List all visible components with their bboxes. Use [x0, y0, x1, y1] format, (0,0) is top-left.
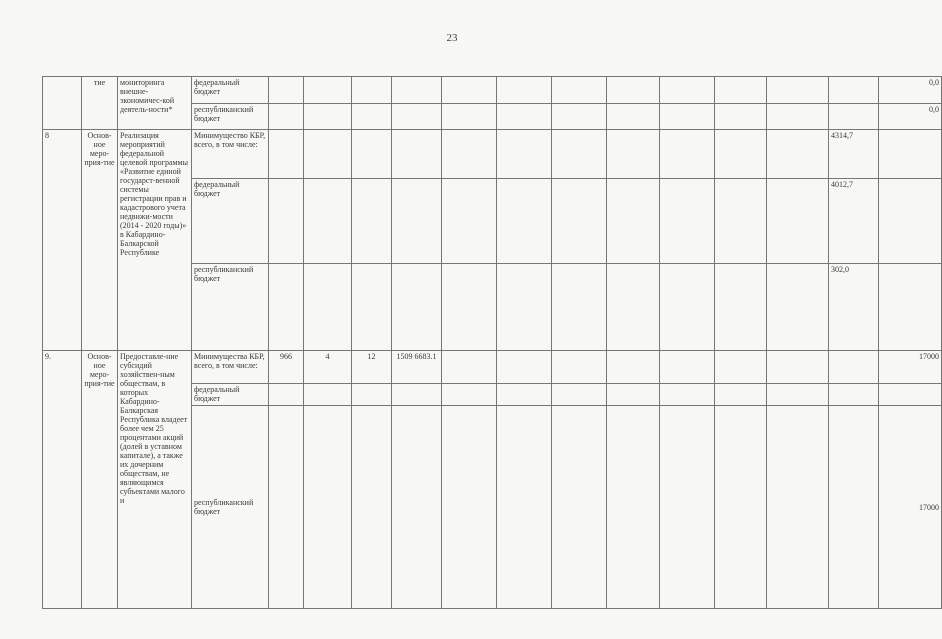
- table-row: [43, 130, 942, 179]
- row9-type: Основ-ное меро-прия-тие: [82, 351, 118, 609]
- row8-number: 8: [43, 130, 82, 351]
- row8-type: Основ-ное меро-прия-тие: [82, 130, 118, 351]
- row9-pr: 12: [352, 351, 392, 384]
- row7-name: мониторинга внешне-экономичес-кой деятель-ности*: [118, 77, 192, 130]
- row9-total-value: 17000: [879, 351, 942, 384]
- row9-name: Предоставле-ние субсидий хозяйствен-ным обществам, в которых Кабардино-Балкарская Республика владеет более чем 25 процентами акций (долей в уставном капитале), а также их дочерним обществам, не являющимся субъектами малого и: [118, 351, 192, 609]
- row9-csr: 1509 6683.1: [392, 351, 442, 384]
- row7-republic-value: 0,0: [879, 104, 942, 130]
- row7-federal-value: 0,0: [879, 77, 942, 104]
- row8-republic-value: 302,0: [829, 264, 879, 351]
- row9-rz: 4: [304, 351, 352, 384]
- row9-source-federal: федеральный бюджет: [192, 384, 269, 406]
- row8-total-value: 4314,7: [829, 130, 879, 179]
- row9-number: 9.: [43, 351, 82, 609]
- row9-source-total: Минимущества КБР, всего, в том числе:: [192, 351, 269, 384]
- row8-name: Реализация мероприятий федеральной целевой программы «Развитие единой государст-венной системы регистрации прав и кадастрового учета недвижи-мости (2014 - 2020 годы)» в Кабардино-Балкарской Республике: [118, 130, 192, 351]
- row7-type: тие: [82, 77, 118, 130]
- row9-grbs: 966: [269, 351, 304, 384]
- row9-source-republic: республиканский бюджет: [192, 406, 269, 609]
- row7-number: [43, 77, 82, 130]
- row9-republic-value: 17000: [879, 406, 942, 609]
- row7-source-republic: республиканский бюджет: [192, 104, 269, 130]
- table-row: [43, 351, 942, 384]
- page-number: 23: [446, 32, 458, 44]
- row8-source-total: Минимущество КБР, всего, в том числе:: [192, 130, 269, 179]
- row8-federal-value: 4012,7: [829, 179, 879, 264]
- table-row: [43, 77, 942, 104]
- budget-table: [42, 76, 942, 609]
- row8-source-federal: федеральный бюджет: [192, 179, 269, 264]
- row8-source-republic: республиканский бюджет: [192, 264, 269, 351]
- row7-source-federal: федеральный бюджет: [192, 77, 269, 104]
